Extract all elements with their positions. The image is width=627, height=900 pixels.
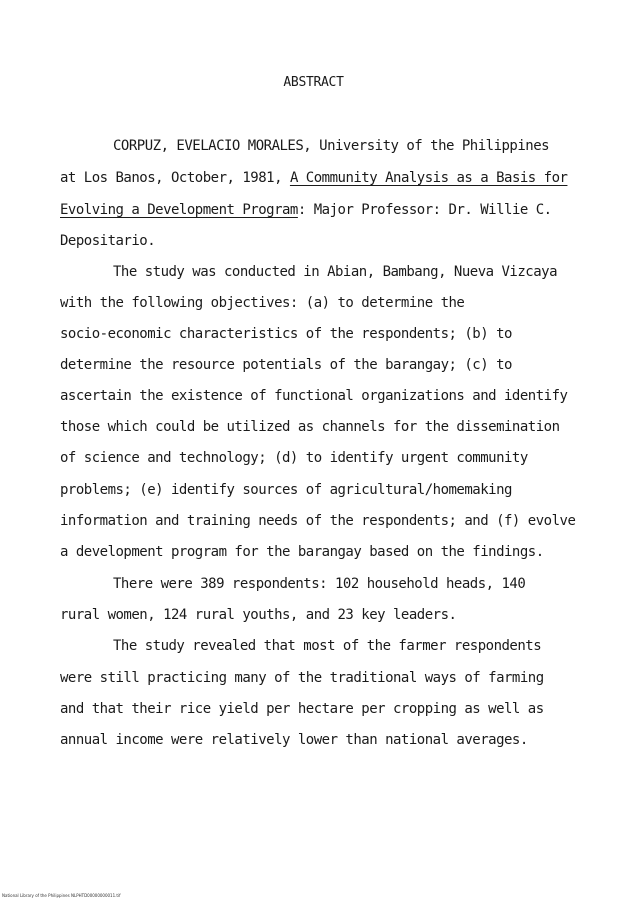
body-line: those which could be utilized as channels for the dissemination	[60, 419, 560, 435]
body-line: rural women, 124 rural youths, and 23 key leaders.	[60, 607, 457, 623]
body-line: information and training needs of the respondents; and (f) evolve	[60, 513, 576, 529]
body-line: and that their rice yield per hectare per cropping as well as	[60, 701, 544, 717]
body-line: The study revealed that most of the farmer respondents	[113, 638, 542, 654]
citation-line: Depositario.	[60, 233, 156, 249]
thesis-title-part2: Evolving a Development Program	[60, 202, 298, 218]
body-line: with the following objectives: (a) to determine the	[60, 295, 465, 311]
body-line: of science and technology; (d) to identify urgent community	[60, 450, 528, 466]
author-line: CORPUZ, EVELACIO MORALES, University of the Philippines	[113, 138, 550, 154]
citation-line	[60, 202, 552, 218]
citation-line	[60, 170, 567, 186]
citation-date: at Los Banos, October, 1981,	[60, 170, 290, 186]
thesis-title-part1: A Community Analysis as a Basis for	[289, 170, 568, 186]
body-line: determine the resource potentials of the barangay; (c) to	[60, 357, 512, 373]
body-line: problems; (e) identify sources of agricultural/homemaking	[60, 482, 512, 498]
body-line: socio-economic characteristics of the respondents; (b) to	[60, 326, 512, 342]
body-line: The study was conducted in Abian, Bambang, Nueva Vizcaya	[113, 264, 558, 280]
body-line: ascertain the existence of functional organizations and identify	[60, 388, 568, 404]
body-line: were still practicing many of the traditional ways of farming	[60, 670, 544, 686]
scan-footer: National Library of the Philippines NLPHTD00000000011.tif	[2, 893, 121, 898]
body-line: There were 389 respondents: 102 household heads, 140	[113, 576, 526, 592]
body-line: a development program for the barangay based on the findings.	[60, 544, 544, 560]
body-line: annual income were relatively lower than national averages.	[60, 732, 528, 748]
major-professor: : Major Professor: Dr. Willie C.	[297, 202, 552, 218]
page-title: ABSTRACT	[283, 75, 344, 90]
